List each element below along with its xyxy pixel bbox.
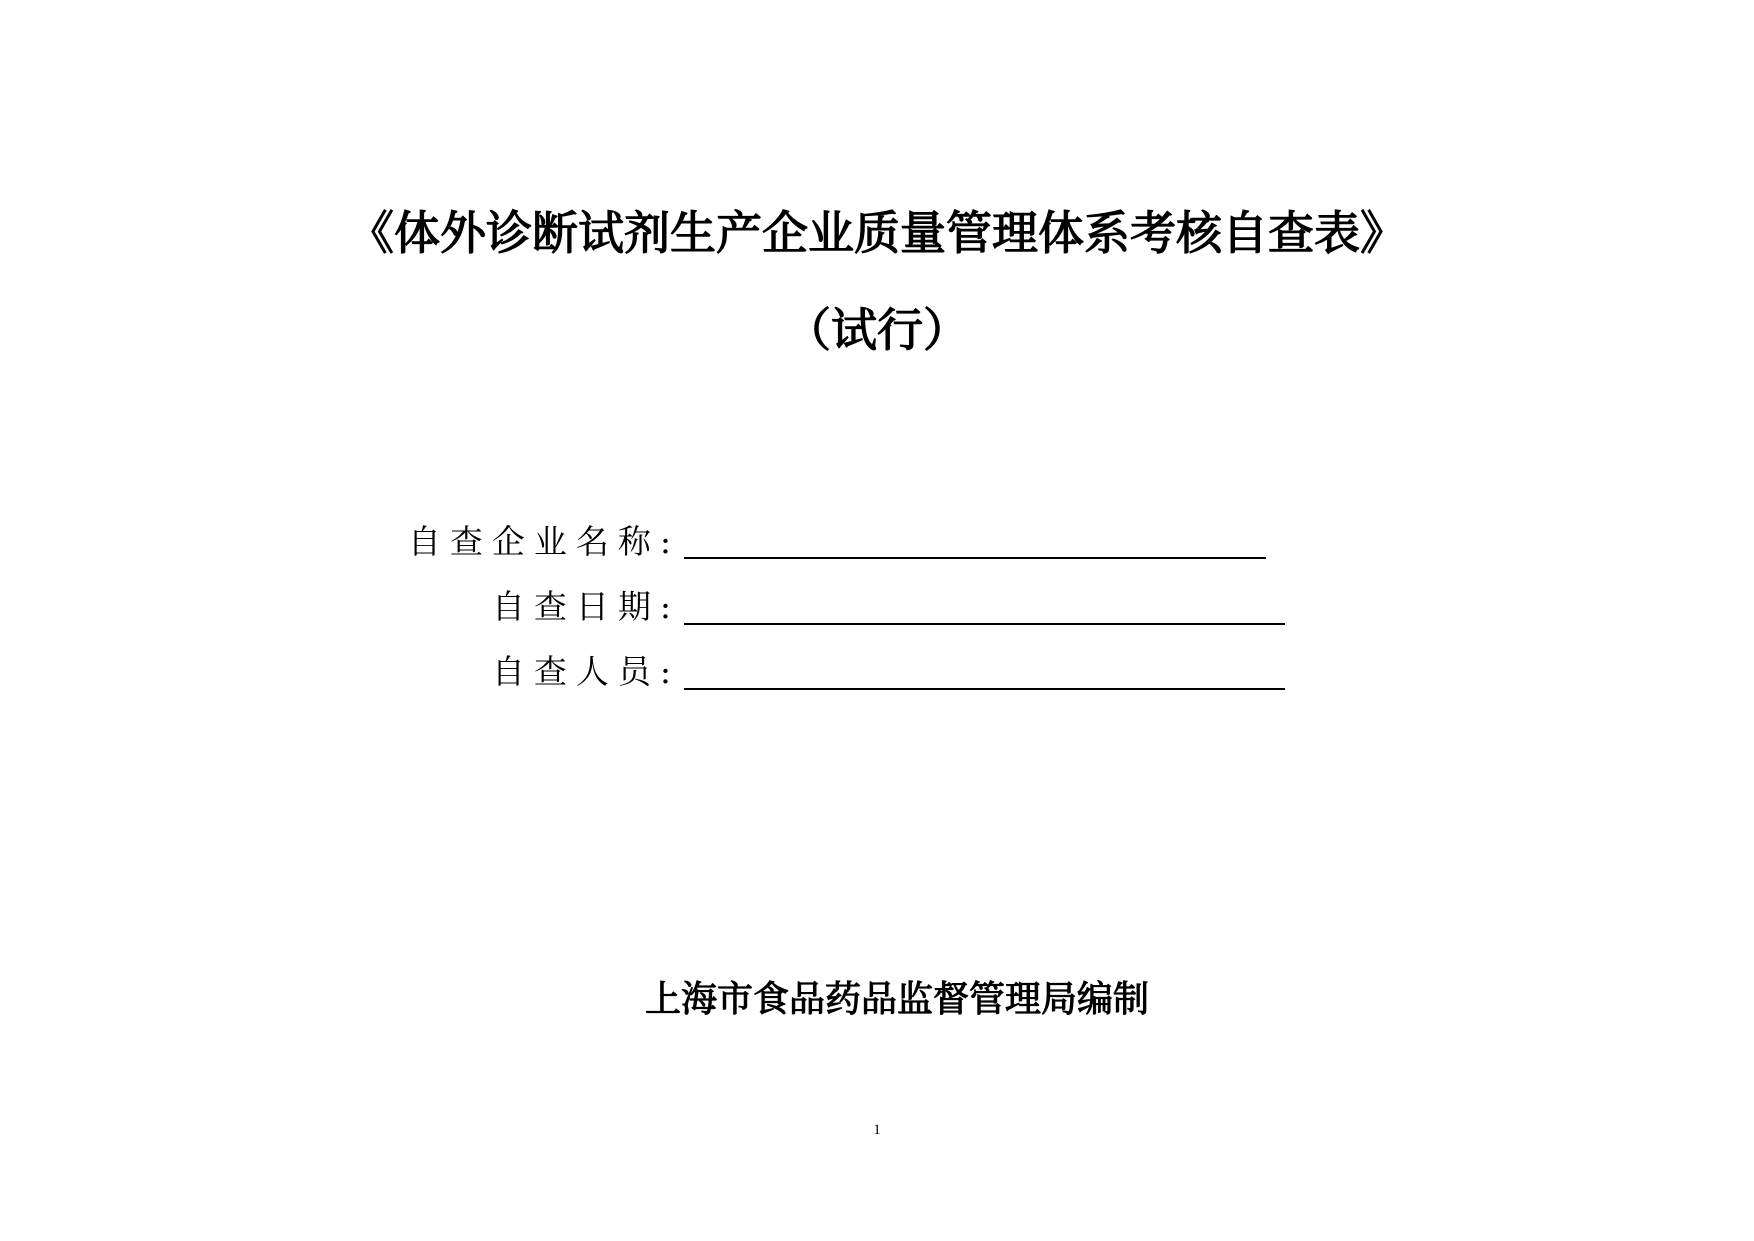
company-name-field-row [300,520,680,564]
page-number: 1 [873,1122,881,1138]
personnel-field-line[interactable] [684,688,1285,690]
company-name-label: 自查企业名称: [407,522,680,561]
document-subtitle: （试行） [785,303,969,357]
date-field-row [300,585,680,629]
issuer-text: 上海市食品药品监督管理局编制 [645,978,1150,1020]
personnel-field-row [300,650,680,694]
personnel-label: 自查人员: [491,652,680,691]
document-title: 《体外诊断试剂生产企业质量管理体系考核自查表》 [348,206,1406,260]
date-label: 自查日期: [491,587,680,626]
date-field-line[interactable] [684,623,1285,625]
company-name-field-line[interactable] [684,557,1266,559]
